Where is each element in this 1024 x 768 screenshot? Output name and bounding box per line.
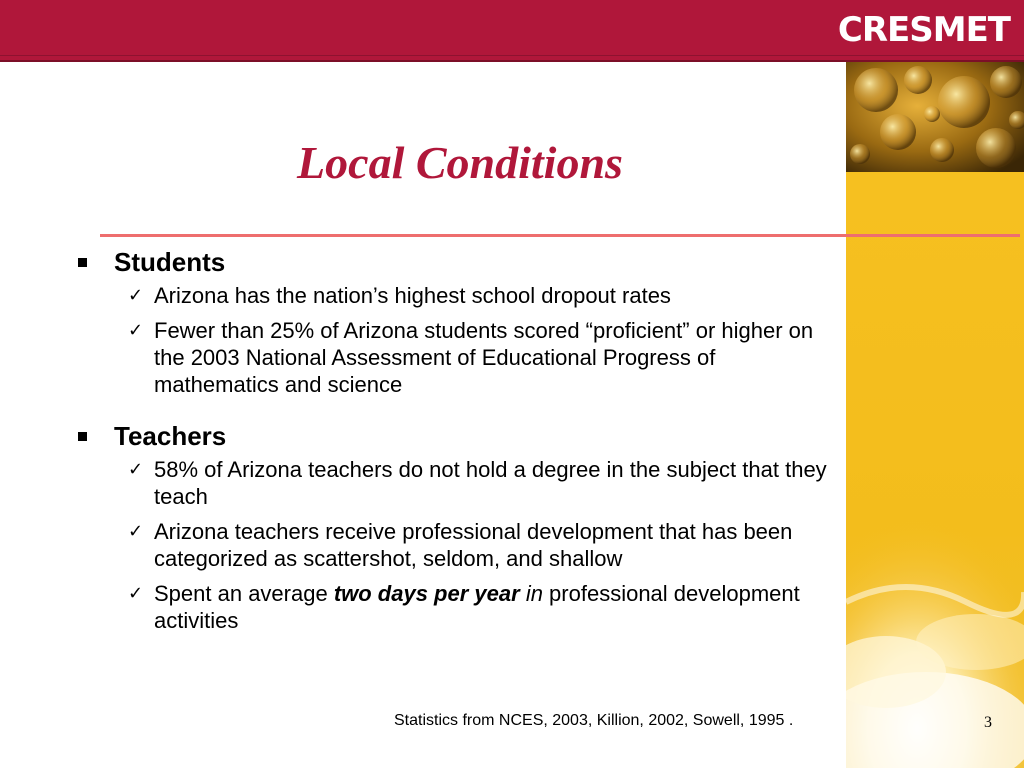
list-item-text: Arizona has the nation’s highest school dropout rates [154,283,671,308]
square-bullet-icon [78,258,87,267]
side-gold-panel [846,172,1024,768]
list-item-text: Arizona teachers receive professional development that has been categorized as scattershot, seldom, and shallow [154,519,793,571]
header-banner [0,0,1024,62]
list-item-text: 58% of Arizona teachers do not hold a degree in the subject that they teach [154,457,827,509]
section-heading-text: Students [114,247,226,277]
checkmark-icon: ✓ [128,583,144,604]
list-item [78,580,838,634]
square-bullet-icon [78,432,87,441]
section-heading-text: Teachers [114,421,227,451]
italic-text: in [525,581,543,606]
cloud-swirl-image [846,172,1024,768]
list-item-text-post: professional development activities [154,581,800,633]
slide-content [78,244,848,654]
banner-inner-line [0,55,1024,56]
list-item [78,456,838,510]
section-heading [78,244,848,280]
list-item [78,317,838,398]
list-item-text-pre: Spent an average [154,581,334,606]
checkmark-icon: ✓ [128,521,144,542]
bullet-list [78,456,848,634]
list-item [78,282,838,309]
title-divider [100,234,1020,237]
list-item [78,518,838,572]
list-item-text: Fewer than 25% of Arizona students scored “proficient” or higher on the 2003 National Assessment of Educational Progress of mathematics and science [154,318,814,397]
checkmark-icon: ✓ [128,459,144,480]
page-number: 3 [984,714,992,731]
source-citation: Statistics from NCES, 2003, Killion, 2002, Sowell, 1995 . [394,712,794,729]
slide-title: Local Conditions [297,137,623,188]
checkmark-icon: ✓ [128,285,144,306]
bullet-list [78,282,848,398]
cresmet-logo: CRESMET [837,10,1010,50]
section-teachers [78,418,848,634]
section-heading [78,418,848,454]
emphasis-text: two days per year [333,581,520,606]
section-students [78,244,848,398]
checkmark-icon: ✓ [128,320,144,341]
